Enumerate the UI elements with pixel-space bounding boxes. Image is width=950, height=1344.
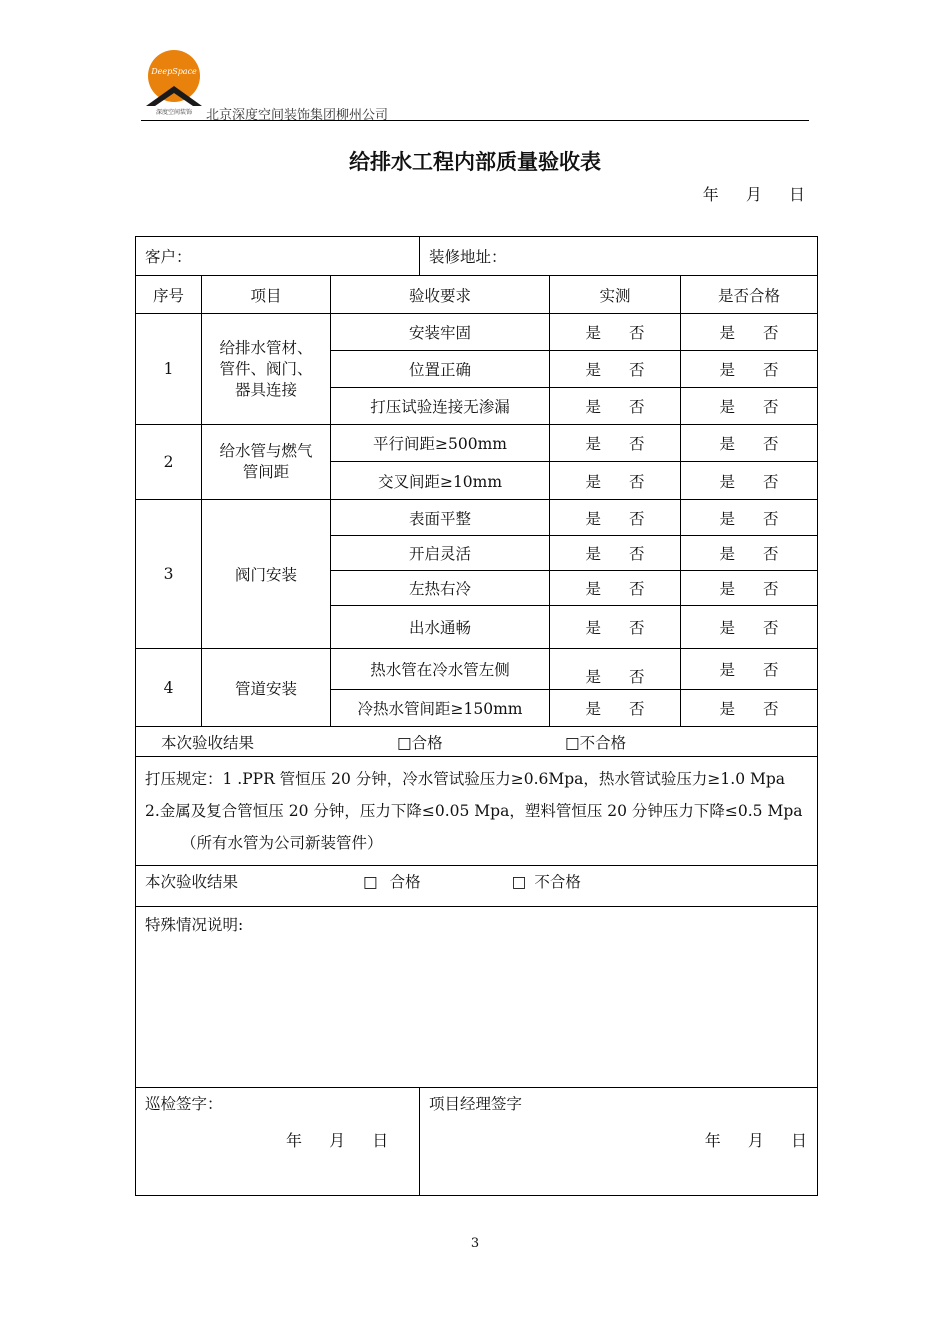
special-notes-field[interactable] <box>136 907 818 1088</box>
yes-option[interactable]: 是 <box>585 324 602 342</box>
client-row <box>136 237 818 276</box>
yes-option[interactable]: 是 <box>585 545 602 563</box>
logo-text: DeepSpace <box>151 67 197 76</box>
date-year: 年 <box>286 1131 303 1150</box>
requirement-cell: 位置正确 <box>331 351 550 388</box>
measured-yes-no[interactable] <box>550 690 681 727</box>
no-option[interactable]: 否 <box>763 700 779 718</box>
no-option[interactable]: 否 <box>763 509 779 528</box>
qualified-yes-no[interactable] <box>681 351 818 388</box>
pass-checkbox[interactable]: □ <box>363 873 378 891</box>
seq-cell: 1 <box>136 314 202 425</box>
requirement-cell: 平行间距≥500mm <box>331 425 550 462</box>
date-month: 月 <box>747 1131 764 1150</box>
date-month: 月 <box>745 185 762 204</box>
seq-cell: 4 <box>136 649 202 727</box>
no-option[interactable]: 否 <box>629 324 645 342</box>
qualified-yes-no[interactable] <box>681 500 818 536</box>
page-number: 3 <box>470 1236 480 1251</box>
yes-option[interactable]: 是 <box>585 700 602 718</box>
qualified-yes-no[interactable] <box>681 425 818 462</box>
fail-checkbox[interactable]: □ <box>511 873 527 891</box>
col-seq: 序号 <box>136 276 202 314</box>
result-row <box>136 727 818 757</box>
pressure-note <box>136 757 818 866</box>
qualified-yes-no[interactable] <box>681 606 818 649</box>
yes-option[interactable]: 是 <box>719 545 736 563</box>
result-cell <box>136 727 818 757</box>
requirement-cell: 表面平整 <box>331 500 550 536</box>
col-qualified: 是否合格 <box>681 276 818 314</box>
requirement-cell: 交叉间距≥10mm <box>331 462 550 500</box>
no-option[interactable]: 否 <box>763 619 779 637</box>
no-option[interactable]: 否 <box>629 472 645 491</box>
no-option[interactable]: 否 <box>629 545 645 563</box>
item-line: 给水管与燃气 <box>219 442 313 460</box>
qualified-yes-no[interactable] <box>681 649 818 690</box>
qualified-yes-no[interactable] <box>681 462 818 500</box>
measured-yes-no[interactable] <box>550 571 681 606</box>
col-measured: 实测 <box>550 276 681 314</box>
header-divider <box>141 120 809 121</box>
yes-option[interactable]: 是 <box>719 435 736 453</box>
item-line: 给排水管材、 <box>219 338 313 357</box>
no-option[interactable]: 否 <box>629 435 645 453</box>
note-line: 打压规定：1 .PPR 管恒压 20 分钟，冷水管试验压力≥0.6Mpa，热水管试验压力≥1.0 Mpa <box>145 770 786 788</box>
no-option[interactable]: 否 <box>629 668 645 686</box>
no-option[interactable]: 否 <box>763 580 779 598</box>
measured-yes-no[interactable] <box>550 500 681 536</box>
date-month: 月 <box>329 1131 346 1150</box>
no-option[interactable]: 否 <box>629 361 645 379</box>
yes-option[interactable]: 是 <box>585 619 602 637</box>
no-option[interactable]: 否 <box>763 472 779 491</box>
date-year: 年 <box>702 185 719 204</box>
yes-option[interactable]: 是 <box>719 580 736 598</box>
no-option[interactable]: 否 <box>763 324 779 342</box>
measured-yes-no[interactable] <box>550 649 681 690</box>
yes-option[interactable]: 是 <box>585 668 602 686</box>
date-day: 日 <box>791 1131 808 1150</box>
fail-label: 不合格 <box>534 873 581 891</box>
no-option[interactable]: 否 <box>629 580 645 598</box>
measured-yes-no[interactable] <box>550 351 681 388</box>
result-row <box>136 866 818 907</box>
yes-option[interactable]: 是 <box>719 661 736 679</box>
col-item: 项目 <box>202 276 331 314</box>
qualified-yes-no[interactable] <box>681 388 818 425</box>
date-day: 日 <box>788 185 805 204</box>
col-requirement: 验收要求 <box>331 276 550 314</box>
client-field[interactable]: 客户： <box>136 237 420 276</box>
pass-checkbox[interactable]: □合格 <box>397 733 443 752</box>
yes-option[interactable]: 是 <box>585 361 602 379</box>
yes-option[interactable]: 是 <box>719 509 736 528</box>
requirement-cell: 冷热水管间距≥150mm <box>331 690 550 727</box>
table-row <box>136 314 818 351</box>
yes-option[interactable]: 是 <box>719 324 736 342</box>
company-name: 北京深度空间装饰集团柳州公司 <box>206 108 389 123</box>
no-option[interactable]: 否 <box>629 700 645 718</box>
fail-checkbox[interactable]: □不合格 <box>565 733 627 752</box>
note-line: 2.金属及复合管恒压 20 分钟，压力下降≤0.05 Mpa，塑料管恒压 20 分钟压力下降≤0.5 Mpa <box>145 802 803 820</box>
logo-cn-text: 深度空间装饰 <box>155 109 193 116</box>
yes-option[interactable]: 是 <box>719 361 736 379</box>
manager-date <box>705 1128 807 1151</box>
measured-yes-no[interactable] <box>550 314 681 351</box>
requirement-cell: 出水通畅 <box>331 606 550 649</box>
yes-option[interactable]: 是 <box>585 435 602 453</box>
inspector-label: 巡检签字： <box>145 1095 223 1113</box>
address-field[interactable]: 装修地址： <box>420 237 818 276</box>
item-cell <box>202 425 331 500</box>
signature-row <box>136 1088 818 1196</box>
yes-option[interactable]: 是 <box>585 509 602 528</box>
note-line: （所有水管为公司新装管件） <box>181 834 383 852</box>
no-option[interactable]: 否 <box>763 361 779 379</box>
measured-yes-no[interactable] <box>550 462 681 500</box>
manager-label: 项目经理签字 <box>429 1095 523 1113</box>
seq-cell: 2 <box>136 425 202 500</box>
inspector-signature-field[interactable] <box>136 1088 420 1196</box>
measured-yes-no[interactable] <box>550 388 681 425</box>
item-cell <box>202 314 331 425</box>
table-row <box>136 500 818 536</box>
date-header <box>703 182 805 205</box>
company-logo <box>141 50 207 116</box>
no-option[interactable]: 否 <box>763 435 779 453</box>
pass-label: 合格 <box>389 873 421 891</box>
item-line: 器具连接 <box>234 380 297 399</box>
table-row <box>136 649 818 690</box>
result-label: 本次验收结果 <box>161 733 255 752</box>
item-line: 管间距 <box>242 463 290 481</box>
page-title: 给排水工程内部质量验收表 <box>349 150 601 174</box>
item-cell: 阀门安装 <box>202 500 331 649</box>
date-day: 日 <box>372 1131 389 1150</box>
requirement-cell: 安装牢固 <box>331 314 550 351</box>
no-option[interactable]: 否 <box>763 398 779 416</box>
measured-yes-no[interactable] <box>550 425 681 462</box>
qualified-yes-no[interactable] <box>681 571 818 606</box>
yes-option[interactable]: 是 <box>585 398 602 416</box>
inspection-table <box>135 236 818 1196</box>
yes-option[interactable]: 是 <box>719 619 736 637</box>
yes-option[interactable]: 是 <box>719 398 736 416</box>
pressure-note-row <box>136 757 818 866</box>
yes-option[interactable]: 是 <box>585 472 602 491</box>
special-notes-row <box>136 907 818 1088</box>
no-option[interactable]: 否 <box>629 398 645 416</box>
qualified-yes-no[interactable] <box>681 314 818 351</box>
special-notes-label: 特殊情况说明: <box>145 916 244 934</box>
yes-option[interactable]: 是 <box>585 580 602 598</box>
requirement-cell: 开启灵活 <box>331 536 550 571</box>
no-option[interactable]: 否 <box>763 661 779 679</box>
seq-cell: 3 <box>136 500 202 649</box>
measured-yes-no[interactable] <box>550 606 681 649</box>
qualified-yes-no[interactable] <box>681 690 818 727</box>
date-year: 年 <box>704 1131 721 1150</box>
no-option[interactable]: 否 <box>629 509 645 528</box>
result-label: 本次验收结果 <box>145 873 239 891</box>
yes-option[interactable]: 是 <box>719 472 736 491</box>
requirement-cell: 打压试验连接无渗漏 <box>331 388 550 425</box>
qualified-yes-no[interactable] <box>681 536 818 571</box>
result-cell <box>136 866 818 907</box>
no-option[interactable]: 否 <box>629 619 645 637</box>
table-row <box>136 425 818 462</box>
manager-signature-field[interactable] <box>420 1088 818 1196</box>
measured-yes-no[interactable] <box>550 536 681 571</box>
requirement-cell: 左热右冷 <box>331 571 550 606</box>
item-cell: 管道安装 <box>202 649 331 727</box>
yes-option[interactable]: 是 <box>719 700 736 718</box>
column-header-row <box>136 276 818 314</box>
no-option[interactable]: 否 <box>763 545 779 563</box>
requirement-cell: 热水管在冷水管左侧 <box>331 649 550 690</box>
inspector-date <box>286 1128 388 1151</box>
item-line: 管件、阀门、 <box>219 359 313 378</box>
